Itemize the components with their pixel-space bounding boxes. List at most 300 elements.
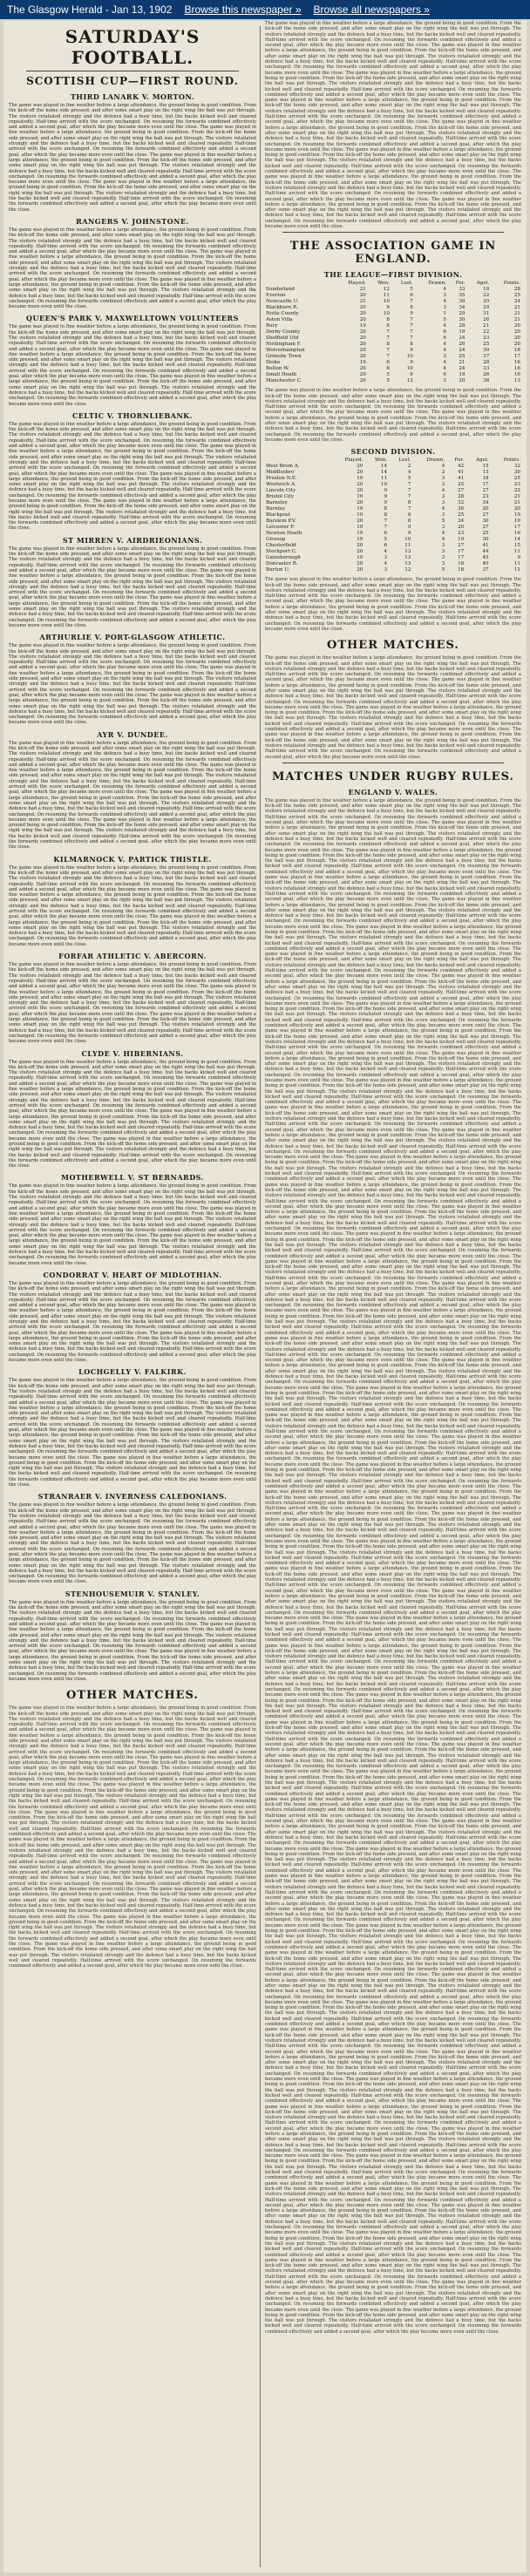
table-cell: Wolverhampton [266,348,305,354]
table-cell: Nottingham F. [266,342,302,348]
table-cell: 36 [483,378,490,384]
table-cell: 37 [482,567,489,573]
match-report: The game was played in fine weather before a large attendance, the ground being in good condition. From the kick-off the home side pressed, and after some smart play on the right wing the ball was put through. The visitors retaliated strongly and the defence had a busy time, but the backs kicked well and cleared repeatedly. Half-time arrived with the score unchanged. On resuming the forwards combined effectively and added a second goal, after which the play became more even until the close. The game was played in fine weather before a large attendance, the ground being in good condition. From the kick-off the home side pressed, and after some smart play on the right wing the ball was put through. The visitors retaliated strongly and the defence had a busy time, but the backs kicked well and cleared repeatedly. Half-time arrived with the score unchanged. On resuming the forwards combined effectively and added a second goal, after which the play became more even until the close. The game was played in fine weather before a large attendance, the ground being in good condition. From the kick-off the home side pressed, and after some smart play on the right wing the ball was put through. The visitors retaliated strongly and the defence had a busy time, but the backs kicked well and cleared repeatedly. Half-time arrived with the score unchanged. On resuming the forwards combined effectively and added a second goal, after which the play became more even until the close. The game was played in fine weather before a large attendance, the ground being in good condition. From the kick-off the home side pressed, and after some smart play on the right wing the ball was put through. The visitors retaliated strongly and the defence had a busy time, but the backs kicked well and cleared repeatedly. Half-time arrived with the score unchanged. On resuming the forwards combined effectively and added a second goal, after which the play became more even until the close. [9,740,256,851]
table-cell: 20 [357,482,364,488]
table-row [265,494,521,500]
table-cell: 9 [384,488,388,494]
table-cell: 10 [406,366,413,372]
table-cell: 27 [458,488,465,494]
table-cell: 26 [483,317,490,323]
table-cell: 26 [458,506,465,512]
newspaper-page [3,21,527,2573]
table-cell: 7 [384,525,388,531]
table-cell: 42 [458,464,465,470]
table-cell: 3 [441,482,445,488]
table-cell: 25 [482,531,489,537]
table-cell: 35 [459,293,465,299]
match-report: The game was played in fine weather before a large attendance, the ground being in good condition. From the kick-off the home side pressed, and after some smart play on the right wing the ball was put through. The visitors retaliated strongly and the defence had a busy time, but the backs kicked well and cleared repeatedly. Half-time arrived with the score unchanged. On resuming the forwards combined effectively and added a second goal, after which the play became more even until the close. The game was played in fine weather before a large attendance, the ground being in good condition. From the kick-off the home side pressed, and after some smart play on the right wing the ball was put through. The visitors retaliated strongly and the defence had a busy time, but the backs kicked well and cleared repeatedly. Half-time arrived with the score unchanged. On resuming the forwards combined effectively and added a second goal, after which the play became more even until the close. The game was played in fine weather before a large attendance, the ground being in good condition. From the kick-off the home side pressed, and after some smart play on the right wing the ball was put through. The visitors retaliated strongly and the defence had a busy time, but the backs kicked well and cleared repeatedly. Half-time arrived with the score unchanged. On resuming the forwards combined effectively and added a second goal, after which the play became more even until the close. [9,1502,256,1585]
page-title: SATURDAY'S FOOTBALL. [65,26,200,68]
publication-title: The Glasgow Herald - Jan 13, 1902 [7,3,173,16]
table-cell: 3 [441,549,445,555]
table-cell: 14 [380,464,388,470]
table-cell: 25 [458,482,465,488]
table-cell: 4 [441,464,445,470]
table-cell: 9 [384,494,388,500]
table-cell: 20 [359,366,366,372]
table-cell: 6 [386,366,390,372]
table-row [265,464,521,470]
table-cell: Blackpool [266,512,290,519]
table-cell: 23 [513,482,520,488]
table-cell: 20 [359,336,366,342]
table-cell: 19 [359,360,366,366]
table-cell: Newcastle U. [266,299,299,305]
table-cell: 17 [482,482,489,488]
table-cell: Preston N.E. [266,476,297,482]
table-cell: 3 [441,561,445,567]
match-heading: LOCHGELLY V. FALKIRK. [78,1367,187,1377]
table-cell: 4 [384,549,388,555]
table-cell: 1 [443,311,446,317]
table-cell: 20 [357,561,364,567]
table-cell: 19 [357,476,364,482]
rugby-report: The game was played in fine weather before a large attendance, the ground being in good condition. From the kick-off the home side pressed, and after some smart play on the right wing the ball was put through. The visitors retaliated strongly and the defence had a busy time, but the backs kicked well and cleared repeatedly. Half-time arrived with the score unchanged. On resuming the forwards combined effectively and added a second goal, after which the play became more even until the close. The game was played in fine weather before a large attendance, the ground being in good condition. From the kick-off the home side pressed, and after some smart play on the right wing the ball was put through. The visitors retaliated strongly and the defence had a busy time, but the backs kicked well and cleared repeatedly. Half-time arrived with the score unchanged. On resuming the forwards combined effectively and added a second goal, after which the play became more even until the close. The game was played in fine weather before a large attendance, the ground being in good condition. From the kick-off the home side pressed, and after some smart play on the right wing the ball was put through. The visitors retaliated strongly and the defence had a busy time, but the backs kicked well and cleared repeatedly. Half-time arrived with the score unchanged. On resuming the forwards combined effectively and added a second goal, after which the play became more even until the close. The game was played in fine weather before a large attendance, the ground being in good condition. From the kick-off the home side pressed, and after some smart play on the right wing the ball was put through. The visitors retaliated strongly and the defence had a busy time, but the backs kicked well and cleared repeatedly. Half-time arrived with the score unchanged. On resuming the forwards combined effectively and added a second goal, after which the play became more even until the close. The game was played in fine weather before a large attendance, the ground being in good condition. From the kick-off the home side pressed, and after some smart play on the right wing the ball was put through. The visitors retaliated strongly and the defence had a busy time, but the backs kicked well and cleared repeatedly. Half-time arrived with the score unchanged. On resuming the forwards combined effectively and added a second goal, after which the play became more even until the close. The game was played in fine weather before a large attendance, the ground being in good condition. From the kick-off the home side pressed, and after some smart play on the right wing the ball was put through. The visitors retaliated strongly and the defence had a busy time, but the backs kicked well and cleared repeatedly. Half-time arrived with the score unchanged. On resuming the forwards combined effectively and added a second goal, after which the play became more even until the close. The game was played in fine weather before a large attendance, the ground being in good condition. From the kick-off the home side pressed, and after some smart play on the right wing the ball was put through. The visitors retaliated strongly and the defence had a busy time, but the backs kicked well and cleared repeatedly. Half-time arrived with the score unchanged. On resuming the forwards combined effectively and added a second goal, after which the play became more even until the close. The game was played in fine weather before a large attendance, the ground being in good condition. From the kick-off the home side pressed, and after some smart play on the right wing the ball was put through. The visitors retaliated strongly and the defence had a busy time, but the backs kicked well and cleared repeatedly. Half-time arrived with the score unchanged. On resuming the forwards combined effectively and added a second goal, after which the play became more even until the close. The game was played in fine weather before a large attendance, the ground being in good condition. From the kick-off the home side pressed, and after some smart play on the right wing the ball was put through. The visitors retaliated strongly and the defence had a busy time, but the backs kicked well and cleared repeatedly. Half-time arrived with the score unchanged. On resuming the forwards combined effectively and added a second goal, after which the play became more even until the close. The game was played in fine weather before a large attendance, the ground being in good condition. From the kick-off the home side pressed, and after some smart play on the right wing the ball was put through. The visitors retaliated strongly and the defence had a busy time, but the backs kicked well and cleared repeatedly. Half-time arrived with the score unchanged. On resuming the forwards combined effectively and added a second goal, after which the play became more even until the close. The game was played in fine weather before a large attendance, the ground being in good condition. From the kick-off the home side pressed, and after some smart play on the right wing the ball was put through. The visitors retaliated strongly and the defence had a busy time, but the backs kicked well and cleared repeatedly. Half-time arrived with the score unchanged. On resuming the forwards combined effectively and added a second goal, after which the play became more even until the close. The game was played in fine weather before a large attendance, the ground being in good condition. From the kick-off the home side pressed, and after some smart play on the right wing the ball was put through. The visitors retaliated strongly and the defence had a busy time, but the backs kicked well and cleared repeatedly. Half-time arrived with the score unchanged. On resuming the forwards combined effectively and added a second goal, after which the play became more even until the close. The game was played in fine weather before a large attendance, the ground being in good condition. From the kick-off the home side pressed, and after some smart play on the right wing the ball was put through. The visitors retaliated strongly and the defence had a busy time, but the backs kicked well and cleared repeatedly. Half-time arrived with the score unchanged. On resuming the forwards combined effectively and added a second goal, after which the play became more even until the close. The game was played in fine weather before a large attendance, the ground being in good condition. From the kick-off the home side pressed, and after some smart play on the right wing the ball was put through. The visitors retaliated strongly and the defence had a busy time, but the backs kicked well and cleared repeatedly. Half-time arrived with the score unchanged. On resuming the forwards combined effectively and added a second goal, after which the play became more even until the close. The game was played in fine weather before a large attendance, the ground being in good condition. From the kick-off the home side pressed, and after some smart play on the right wing the ball was put through. The visitors retaliated strongly and the defence had a busy time, but the backs kicked well and cleared repeatedly. Half-time arrived with the score unchanged. On resuming the forwards combined effectively and added a second goal, after which the play became more even until the close. The game was played in fine weather before a large attendance, the ground being in good condition. From the kick-off the home side pressed, and after some smart play on the right wing the ball was put through. The visitors retaliated strongly and the defence had a busy time, but the backs kicked well and cleared repeatedly. Half-time arrived with the score unchanged. On resuming the forwards combined effectively and added a second goal, after which the play became more even until the close. The game was played in fine weather before a large attendance, the ground being in good condition. From the kick-off the home side pressed, and after some smart play on the right wing the ball was put through. The visitors retaliated strongly and the defence had a busy time, but the backs kicked well and cleared repeatedly. Half-time arrived with the score unchanged. On resuming the forwards combined effectively and added a second goal, after which the play became more even until the close. The game was played in fine weather before a large attendance, the ground being in good condition. From the kick-off the home side pressed, and after some smart play on the right wing the ball was put through. The visitors retaliated strongly and the defence had a busy time, but the backs kicked well and cleared repeatedly. Half-time arrived with the score unchanged. On resuming the forwards combined effectively and added a second goal, after which the play became more even until the close. The game was played in fine weather before a large attendance, the ground being in good condition. From the kick-off the home side pressed, and after some smart play on the right wing the ball was put through. The visitors retaliated strongly and the defence had a busy time, but the backs kicked well and cleared repeatedly. Half-time arrived with the score unchanged. On resuming the forwards combined effectively and added a second goal, after which the play became more even until the close. The game was played in fine weather before a large attendance, the ground being in good condition. From the kick-off the home side pressed, and after some smart play on the right wing the ball was put through. The visitors retaliated strongly and the defence had a busy time, but the backs kicked well and cleared repeatedly. Half-time arrived with the score unchanged. On resuming the forwards combined effectively and added a second goal, after which the play became more even until the close. The game was played in fine weather before a large attendance, the ground being in good condition. From the kick-off the home side pressed, and after some smart play on the right wing the ball was put through. The visitors retaliated strongly and the defence had a busy time, but the backs kicked well and cleared repeatedly. Half-time arrived with the score unchanged. On resuming the forwards combined effectively and added a second goal, after which the play became more even until the close. The game was played in fine weather before a large attendance, the ground being in good condition. From the kick-off the home side pressed, and after some smart play on the right wing the ball was put through. The visitors retaliated strongly and the defence had a busy time, but the backs kicked well and cleared repeatedly. Half-time arrived with the score unchanged. On resuming the forwards combined effectively and added a second goal, after which the play became more even until the close. The game was played in fine weather before a large attendance, the ground being in good condition. From the kick-off the home side pressed, and after some smart play on the right wing the ball was put through. The visitors retaliated strongly and the defence had a busy time, but the backs kicked well and cleared repeatedly. Half-time arrived with the score unchanged. On resuming the forwards combined effectively and added a second goal, after which the play became more even until the close. The game was played in fine weather before a large attendance, the ground being in good condition. From the kick-off the home side pressed, and after some smart play on the right wing the ball was put through. The visitors retaliated strongly and the defence had a busy time, but the backs kicked well and cleared repeatedly. Half-time arrived with the score unchanged. On resuming the forwards combined effectively and added a second goal, after which the play became more even until the close. The game was played in fine weather before a large attendance, the ground being in good condition. From the kick-off the home side pressed, and after some smart play on the right wing the ball was put through. The visitors retaliated strongly and the defence had a busy time, but the backs kicked well and cleared repeatedly. Half-time arrived with the score unchanged. On resuming the forwards combined effectively and added a second goal, after which the play became more even until the close. The game was played in fine weather before a large attendance, the ground being in good condition. From the kick-off the home side pressed, and after some smart play on the right wing the ball was put through. The visitors retaliated strongly and the defence had a busy time, but the backs kicked well and cleared repeatedly. Half-time arrived with the score unchanged. On resuming the forwards combined effectively and added a second goal, after which the play became more even until the close. The game was played in fine weather before a large attendance, the ground being in good condition. From the kick-off the home side pressed, and after some smart play on the right wing the ball was put through. The visitors retaliated strongly and the defence had a busy time, but the backs kicked well and cleared repeatedly. Half-time arrived with the score unchanged. On resuming the forwards combined effectively and added a second goal, after which the play became more even until the close. The game was played in fine weather before a large attendance, the ground being in good condition. From the kick-off the home side pressed, and after some smart play on the right wing the ball was put through. The visitors retaliated strongly and the defence had a busy time, but the backs kicked well and cleared repeatedly. Half-time arrived with the score unchanged. On resuming the forwards combined effectively and added a second goal, after which the play became more even until the close. The game was played in fine weather before a large attendance, the ground being in good condition. From the kick-off the home side pressed, and after some smart play on the right wing the ball was put through. The visitors retaliated strongly and the defence had a busy time, but the backs kicked well and cleared repeatedly. Half-time arrived with the score unchanged. On resuming the forwards combined effectively and added a second goal, after which the play became more even until the close. The game was played in fine weather before a large attendance, the ground being in good condition. From the kick-off the home side pressed, and after some smart play on the right wing the ball was put through. The visitors retaliated strongly and the defence had a busy time, but the backs kicked well and cleared repeatedly. Half-time arrived with the score unchanged. On resuming the forwards combined effectively and added a second goal, after which the play became more even until the close. The game was played in fine weather before a large attendance, the ground being in good condition. From the kick-off the home side pressed, and after some smart play on the right wing the ball was put through. The visitors retaliated strongly and the defence had a busy time, but the backs kicked well and cleared repeatedly. Half-time arrived with the score unchanged. On resuming the forwards combined effectively and added a second goal, after which the play became more even until the close. The game was played in fine weather before a large attendance, the ground being in good condition. From the kick-off the home side pressed, and after some smart play on the right wing the ball was put through. The visitors retaliated strongly and the defence had a busy time, but the backs kicked well and cleared repeatedly. Half-time arrived with the score unchanged. On resuming the forwards combined effectively and added a second goal, after which the play became more even until the close. The game was played in fine weather before a large attendance, the ground being in good condition. From the kick-off the home side pressed, and after some smart play on the right wing the ball was put through. The visitors retaliated strongly and the defence had a busy time, but the backs kicked well and cleared repeatedly. Half-time arrived with the score unchanged. On resuming the forwards combined effectively and added a second goal, after which the play became more even until the close. The game was played in fine weather before a large attendance, the ground being in good condition. From the kick-off the home side pressed, and after some smart play on the right wing the ball was put through. The visitors retaliated strongly and the defence had a busy time, but the backs kicked well and cleared repeatedly. Half-time arrived with the score unchanged. On resuming the forwards combined effectively and added a second goal, after which the play became more even until the close. The game was played in fine weather before a large attendance, the ground being in good condition. From the kick-off the home side pressed, and after some smart play on the right wing the ball was put through. The visitors retaliated strongly and the defence had a busy time, but the backs kicked well and cleared repeatedly. Half-time arrived with the score unchanged. On resuming the forwards combined effectively and added a second goal, after which the play became more even until the close. The game was played in fine weather before a large attendance, the ground being in good condition. From the kick-off the home side pressed, and after some smart play on the right wing the ball was put through. The visitors retaliated strongly and the defence had a busy time, but the backs kicked well and cleared repeatedly. Half-time arrived with the score unchanged. On resuming the forwards combined effectively and added a second goal, after which the play became more even until the close. The game was played in fine weather before a large attendance, the ground being in good condition. From the kick-off the home side pressed, and after some smart play on the right wing the ball was put through. The visitors retaliated strongly and the defence had a busy time, but the backs kicked well and cleared repeatedly. Half-time arrived with the score unchanged. On resuming the forwards combined effectively and added a second goal, after which the play became more even until the close. The game was played in fine weather before a large attendance, the ground being in good condition. From the kick-off the home side pressed, and after some smart play on the right wing the ball was put through. The visitors retaliated strongly and the defence had a busy time, but the backs kicked well and cleared repeatedly. Half-time arrived with the score unchanged. On resuming the forwards combined effectively and added a second goal, after which the play became more even until the close. The game was played in fine weather before a large attendance, the ground being in good condition. From the kick-off the home side pressed, and after some smart play on the right wing the ball was put through. The visitors retaliated strongly and the defence had a busy time, but the backs kicked well and cleared repeatedly. Half-time arrived with the score unchanged. On resuming the forwards combined effectively and added a second goal, after which the play became more even until the close. The game was played in fine weather before a large attendance, the ground being in good condition. From the kick-off the home side pressed, and after some smart play on the right wing the ball was put through. The visitors retaliated strongly and the defence had a busy time, but the backs kicked well and cleared repeatedly. Half-time arrived with the score unchanged. On resuming the forwards combined effectively and added a second goal, after which the play became more even until the close. The game was played in fine weather before a large attendance, the ground being in good condition. From the kick-off the home side pressed, and after some smart play on the right wing the ball was put through. The visitors retaliated strongly and the defence had a busy time, but the backs kicked well and cleared repeatedly. Half-time arrived with the score unchanged. On resuming the forwards combined effectively and added a second goal, after which the play became more even until the close. The game was played in fine weather before a large attendance, the ground being in good condition. From the kick-off the home side pressed, and after some smart play on the right wing the ball was put through. The visitors retaliated strongly and the defence had a busy time, but the backs kicked well and cleared repeatedly. Half-time arrived with the score unchanged. On resuming the forwards combined effectively and added a second goal, after which the play became more even until the close. The game was played in fine weather before a large attendance, the ground being in good condition. From the kick-off the home side pressed, and after some smart play on the right wing the ball was put through. The visitors retaliated strongly and the defence had a busy time, but the backs kicked well and cleared repeatedly. Half-time arrived with the score unchanged. On resuming the forwards combined effectively and added a second goal, after which the play became more even until the close. The game was played in fine weather before a large attendance, the ground being in good condition. From the kick-off the home side pressed, and after some smart play on the right wing the ball was put through. The visitors retaliated strongly and the defence had a busy time, but the backs kicked well and cleared repeatedly. Half-time arrived with the score unchanged. On resuming the forwards combined effectively and added a second goal, after which the play became more even until the close. The game was played in fine weather before a large attendance, the ground being in good condition. From the kick-off the home side pressed, and after some smart play on the right wing the ball was put through. The visitors retaliated strongly and the defence had a busy time, but the backs kicked well and cleared repeatedly. Half-time arrived with the score unchanged. On resuming the forwards combined effectively and added a second goal, after which the play became more even until the close. The game was played in fine weather before a large attendance, the ground being in good condition. From the kick-off the home side pressed, and after some smart play on the right wing the ball was put through. The visitors retaliated strongly and the defence had a busy time, but the backs kicked well and cleared repeatedly. Half-time arrived with the score unchanged. On resuming the forwards combined effectively and added a second goal, after which the play became more even until the close. The game was played in fine weather before a large attendance, the ground being in good condition. From the kick-off the home side pressed, and after some smart play on the right wing the ball was put through. The visitors retaliated strongly and the defence had a busy time, but the backs kicked well and cleared repeatedly. Half-time arrived with the score unchanged. On resuming the forwards combined effectively and added a second goal, after which the play became more even until the close. The game was played in fine weather before a large attendance, the ground being in good condition. From the kick-off the home side pressed, and after some smart play on the right wing the ball was put through. The visitors retaliated strongly and the defence had a busy time, but the backs kicked well and cleared repeatedly. Half-time arrived with the score unchanged. On resuming the forwards combined effectively and added a second goal, after which the play became more even until the close. The game was played in fine weather before a large attendance, the ground being in good condition. From the kick-off the home side pressed, and after some smart play on the right wing the ball was put through. The visitors retaliated strongly and the defence had a busy time, but the backs kicked well and cleared repeatedly. Half-time arrived with the score unchanged. On resuming the forwards combined effectively and added a second goal, after which the play became more even until the close. The game was played in fine weather before a large attendance, the ground being in good condition. From the kick-off the home side pressed, and after some smart play on the right wing the ball was put through. The visitors retaliated strongly and the defence had a busy time, but the backs kicked well and cleared repeatedly. Half-time arrived with the score unchanged. On resuming the forwards combined effectively and added a second goal, after which the play became more even until the close. The game was played in fine weather before a large attendance, the ground being in good condition. From the kick-off the home side pressed, and after some smart play on the right wing the ball was put through. The visitors retaliated strongly and the defence had a busy time, but the backs kicked well and cleared repeatedly. Half-time arrived with the score unchanged. On resuming the forwards combined effectively and added a second goal, after which the play became more even until the close. The game was played in fine weather before a large attendance, the ground being in good condition. From the kick-off the home side pressed, and after some smart play on the right wing the ball was put through. The visitors retaliated strongly and the defence had a busy time, but the backs kicked well and cleared repeatedly. Half-time arrived with the score unchanged. On resuming the forwards combined effectively and added a second goal, after which the play became more even until the close. The game was played in fine weather before a large attendance, the ground being in good condition. From the kick-off the home side pressed, and after some smart play on the right wing the ball was put through. The visitors retaliated strongly and the defence had a busy time, but the backs kicked well and cleared repeatedly. Half-time arrived with the score unchanged. On resuming the forwards combined effectively and added a second goal, after which the play became more even until the close. The game was played in fine weather before a large attendance, the ground being in good condition. From the kick-off the home side pressed, and after some smart play on the right wing the ball was put through. The visitors retaliated strongly and the defence had a busy time, but the backs kicked well and cleared repeatedly. Half-time arrived with the score unchanged. On resuming the forwards combined effectively and added a second goal, after which the play became more even until the close. The game was played in fine weather before a large attendance, the ground being in good condition. From the kick-off the home side pressed, and after some smart play on the right wing the ball was put through. The visitors retaliated strongly and the defence had a busy time, but the backs kicked well and cleared repeatedly. Half-time arrived with the score unchanged. On resuming the forwards combined effectively and added a second goal, after which the play became more even until the close. The game was played in fine weather before a large attendance, the ground being in good condition. From the kick-off the home side pressed, and after some smart play on the right wing the ball was put through. The visitors retaliated strongly and the defence had a busy time, but the backs kicked well and cleared repeatedly. Half-time arrived with the score unchanged. On resuming the forwards combined effectively and added a second goal, after which the play became more even until the close. The game was played in fine weather before a large attendance, the ground being in good condition. From the kick-off the home side pressed, and after some smart play on the right wing the ball was put through. The visitors retaliated strongly and the defence had a busy time, but the backs kicked well and cleared repeatedly. Half-time arrived with the score unchanged. On resuming the forwards combined effectively and added a second goal, after which the play became more even until the close. The game was played in fine weather before a large attendance, the ground being in good condition. From the kick-off the home side pressed, and after some smart play on the right wing the ball was put through. The visitors retaliated strongly and the defence had a busy time, but the backs kicked well and cleared repeatedly. Half-time arrived with the score unchanged. On resuming the forwards combined effectively and added a second goal, after which the play became more even until the close. The game was played in fine weather before a large attendance, the ground being in good condition. From the kick-off the home side pressed, and after some smart play on the right wing the ball was put through. The visitors retaliated strongly and the defence had a busy time, but the backs kicked well and cleared repeatedly. Half-time arrived with the score unchanged. On resuming the forwards combined effectively and added a second goal, after which the play became more even until the close. The game was played in fine weather before a large attendance, the ground being in good condition. From the kick-off the home side pressed, and after some smart play on the right wing the ball was put through. The visitors retaliated strongly and the defence had a busy time, but the backs kicked well and cleared repeatedly. Half-time arrived with the score unchanged. On resuming the forwards combined effectively and added a second goal, after which the play became more even until the close. [265,797,521,2335]
table-cell: 3 [443,378,446,384]
table-cell: West Brom A. [266,464,300,470]
table-cell: 19 [357,531,364,537]
table-cell: 17 [513,354,520,360]
table-cell: 8 [407,519,411,525]
table-cell: 9 [410,372,413,378]
table-cell: 17 [513,525,520,531]
table-cell: 4 [443,299,446,305]
table-cell: 11 [513,567,520,573]
table-cell: 12 [383,287,390,293]
table-cell: 19 [459,329,465,336]
table-cell: 7 [410,299,413,305]
table-cell: 8 [407,500,411,506]
table-cell: 3 [441,500,445,506]
table-cell: 8 [386,323,390,329]
first-division-results: The game was played in fine weather before a large attendance, the ground being in good condition. From the kick-off the home side pressed, and after some smart play on the right wing the ball was put through. The visitors retaliated strongly and the defence had a busy time, but the backs kicked well and cleared repeatedly. Half-time arrived with the score unchanged. On resuming the forwards combined effectively and added a second goal, after which the play became more even until the close. The game was played in fine weather before a large attendance, the ground being in good condition. From the kick-off the home side pressed, and after some smart play on the right wing the ball was put through. The visitors retaliated strongly and the defence had a busy time, but the backs kicked well and cleared repeatedly. Half-time arrived with the score unchanged. On resuming the forwards combined effectively and added a second goal, after which the play became more even until the close. [265,388,521,443]
table-cell: 20 [357,519,364,525]
table-cell: 20 [357,470,364,476]
table-row [265,348,521,354]
table-cell: 16 [513,372,520,378]
table-cell: 26 [459,342,465,348]
table-row [265,500,521,506]
table-cell: 27 [482,512,489,519]
table-cell: 4 [443,323,446,329]
match-heading: CONDORRAT V. HEART OF MIDLOTHIAN. [43,1270,222,1279]
other-matches-results: The game was played in fine weather before a large attendance, the ground being in good condition. From the kick-off the home side pressed, and after some smart play on the right wing the ball was put through. The visitors retaliated strongly and the defence had a busy time, but the backs kicked well and cleared repeatedly. Half-time arrived with the score unchanged. On resuming the forwards combined effectively and added a second goal, after which the play became more even until the close. The game was played in fine weather before a large attendance, the ground being in good condition. From the kick-off the home side pressed, and after some smart play on the right wing the ball was put through. The visitors retaliated strongly and the defence had a busy time, but the backs kicked well and cleared repeatedly. Half-time arrived with the score unchanged. On resuming the forwards combined effectively and added a second goal, after which the play became more even until the close. The game was played in fine weather before a large attendance, the ground being in good condition. From the kick-off the home side pressed, and after some smart play on the right wing the ball was put through. The visitors retaliated strongly and the defence had a busy time, but the backs kicked well and cleared repeatedly. Half-time arrived with the score unchanged. On resuming the forwards combined effectively and added a second goal, after which the play became more even until the close. The game was played in fine weather before a large attendance, the ground being in good condition. From the kick-off the home side pressed, and after some smart play on the right wing the ball was put through. The visitors retaliated strongly and the defence had a busy time, but the backs kicked well and cleared repeatedly. Half-time arrived with the score unchanged. On resuming the forwards combined effectively and added a second goal, after which the play became more even until the close. [265,655,521,760]
second-division-heading: SECOND DIVISION. [350,447,436,457]
table-row [265,323,521,329]
column-header: For. [454,458,465,464]
table-cell: 19 [458,537,465,543]
table-cell: 5 [441,519,445,525]
table-cell: 20 [357,567,364,573]
table-cell: 13 [404,555,411,561]
table-cell: 16 [513,366,520,372]
table-cell: 20 [458,525,465,531]
table-cell: 20 [359,311,366,317]
table-cell: 7 [386,329,390,336]
table-cell: 20 [357,549,364,555]
table-cell: 21 [459,360,465,366]
table-cell: 33 [459,287,465,293]
table-cell: 9 [410,348,413,354]
table-cell: 4 [443,360,446,366]
table-cell: 41 [482,543,489,549]
table-cell: 3 [441,512,445,519]
table-cell: 24 [513,299,520,305]
table-cell: 20 [359,342,366,348]
table-cell: 41 [458,476,465,482]
table-cell: Lincoln City [266,488,296,494]
table-cell: 16 [513,531,520,537]
table-row [265,287,521,293]
table-cell: 32 [458,500,465,506]
browse-all-newspapers-link[interactable]: Browse all newspapers » [313,3,430,16]
table-cell: 3 [441,555,445,561]
match-heading: ST MIRREN V. AIRDRIEONIANS. [62,535,203,545]
table-cell: 34 [482,500,489,506]
match-report: The game was played in fine weather before a large attendance, the ground being in good condition. From the kick-off the home side pressed, and after some smart play on the right wing the ball was put through. The visitors retaliated strongly and the defence had a busy time, but the backs kicked well and cleared repeatedly. Half-time arrived with the score unchanged. On resuming the forwards combined effectively and added a second goal, after which the play became more even until the close. The game was played in fine weather before a large attendance, the ground being in good condition. From the kick-off the home side pressed, and after some smart play on the right wing the ball was put through. The visitors retaliated strongly and the defence had a busy time, but the backs kicked well and cleared repeatedly. Half-time arrived with the score unchanged. On resuming the forwards combined effectively and added a second goal, after which the play became more even until the close. The game was played in fine weather before a large attendance, the ground being in good condition. From the kick-off the home side pressed, and after some smart play on the right wing the ball was put through. The visitors retaliated strongly and the defence had a busy time, but the backs kicked well and cleared repeatedly. Half-time arrived with the score unchanged. On resuming the forwards combined effectively and added a second goal, after which the play became more even until the close. [9,1599,256,1682]
other-matches-text: The game was played in fine weather before a large attendance, the ground being in good condition. From the kick-off the home side pressed, and after some smart play on the right wing the ball was put through. The visitors retaliated strongly and the defence had a busy time, but the backs kicked well and cleared repeatedly. Half-time arrived with the score unchanged. On resuming the forwards combined effectively and added a second goal, after which the play became more even until the close. The game was played in fine weather before a large attendance, the ground being in good condition. From the kick-off the home side pressed, and after some smart play on the right wing the ball was put through. The visitors retaliated strongly and the defence had a busy time, but the backs kicked well and cleared repeatedly. Half-time arrived with the score unchanged. On resuming the forwards combined effectively and added a second goal, after which the play became more even until the close. The game was played in fine weather before a large attendance, the ground being in good condition. From the kick-off the home side pressed, and after some smart play on the right wing the ball was put through. The visitors retaliated strongly and the defence had a busy time, but the backs kicked well and cleared repeatedly. Half-time arrived with the score unchanged. On resuming the forwards combined effectively and added a second goal, after which the play became more even until the close. The game was played in fine weather before a large attendance, the ground being in good condition. From the kick-off the home side pressed, and after some smart play on the right wing the ball was put through. The visitors retaliated strongly and the defence had a busy time, but the backs kicked well and cleared repeatedly. Half-time arrived with the score unchanged. On resuming the forwards combined effectively and added a second goal, after which the play became more even until the close. The game was played in fine weather before a large attendance, the ground being in good condition. From the kick-off the home side pressed, and after some smart play on the right wing the ball was put through. The visitors retaliated strongly and the defence had a busy time, but the backs kicked well and cleared repeatedly. Half-time arrived with the score unchanged. On resuming the forwards combined effectively and added a second goal, after which the play became more even until the close. The game was played in fine weather before a large attendance, the ground being in good condition. From the kick-off the home side pressed, and after some smart play on the right wing the ball was put through. The visitors retaliated strongly and the defence had a busy time, but the backs kicked well and cleared repeatedly. Half-time arrived with the score unchanged. On resuming the forwards combined effectively and added a second goal, after which the play became more even until the close. The game was played in fine weather before a large attendance, the ground being in good condition. From the kick-off the home side pressed, and after some smart play on the right wing the ball was put through. The visitors retaliated strongly and the defence had a busy time, but the backs kicked well and cleared repeatedly. Half-time arrived with the score unchanged. On resuming the forwards combined effectively and added a second goal, after which the play became more even until the close. The game was played in fine weather before a large attendance, the ground being in good condition. From the kick-off the home side pressed, and after some smart play on the right wing the ball was put through. The visitors retaliated strongly and the defence had a busy time, but the backs kicked well and cleared repeatedly. Half-time arrived with the score unchanged. On resuming the forwards combined effectively and added a second goal, after which the play became more even until the close. The game was played in fine weather before a large attendance, the ground being in good condition. From the kick-off the home side pressed, and after some smart play on the right wing the ball was put through. The visitors retaliated strongly and the defence had a busy time, but the backs kicked well and cleared repeatedly. Half-time arrived with the score unchanged. On resuming the forwards combined effectively and added a second goal, after which the play became more even until the close. The game was played in fine weather before a large attendance, the ground being in good condition. From the kick-off the home side pressed, and after some smart play on the right wing the ball was put through. The visitors retaliated strongly and the defence had a busy time, but the backs kicked well and cleared repeatedly. Half-time arrived with the score unchanged. On resuming the forwards combined effectively and added a second goal, after which the play became more even until the close. [9,1705,256,1969]
rugby-subheading: ENGLAND V. WALES. [348,787,438,797]
table-row [265,519,521,525]
table-cell: 13 [404,549,411,555]
match-report: The game was played in fine weather before a large attendance, the ground being in good condition. From the kick-off the home side pressed, and after some smart play on the right wing the ball was put through. The visitors retaliated strongly and the defence had a busy time, but the backs kicked well and cleared repeatedly. Half-time arrived with the score unchanged. On resuming the forwards combined effectively and added a second goal, after which the play became more even until the close. The game was played in fine weather before a large attendance, the ground being in good condition. From the kick-off the home side pressed, and after some smart play on the right wing the ball was put through. The visitors retaliated strongly and the defence had a busy time, but the backs kicked well and cleared repeatedly. Half-time arrived with the score unchanged. On resuming the forwards combined effectively and added a second goal, after which the play became more even until the close. The game was played in fine weather before a large attendance, the ground being in good condition. From the kick-off the home side pressed, and after some smart play on the right wing the ball was put through. The visitors retaliated strongly and the defence had a busy time, but the backs kicked well and cleared repeatedly. Half-time arrived with the score unchanged. On resuming the forwards combined effectively and added a second goal, after which the play became more even until the close. [9,227,256,310]
table-cell: 8 [386,342,390,348]
table-cell: 20 [357,500,364,506]
table-cell: Sheffield Utd [266,336,299,342]
table-row [265,488,521,494]
table-cell: 7 [410,317,413,323]
table-row [265,525,521,531]
table-cell: 6 [384,543,388,549]
match-heading: CLYDE V. HIBERNIANS. [81,1048,184,1058]
column-header: For. [455,281,465,287]
table-row [265,311,521,317]
match-reports [9,92,256,1682]
table-cell: 13 [513,378,520,384]
table-cell: 8 [410,342,413,348]
column-header: Lost. [400,281,413,287]
table-cell: 6 [443,336,446,342]
table-cell: 20 [359,293,366,299]
table-cell: 21 [513,311,520,317]
table-cell: 20 [359,354,366,360]
table-cell: Stockport C. [266,549,297,555]
table-cell: 10 [383,311,390,317]
table-cell: 20 [513,506,520,512]
table-row [265,336,521,342]
table-cell: 19 [357,494,364,500]
table-cell: 9 [407,531,411,537]
table-cell: 33 [483,366,490,372]
table-cell: 9 [410,360,413,366]
table-cell: 20 [513,342,520,348]
table-row [265,372,521,378]
table-cell: 41 [458,470,465,476]
table-cell: 4 [407,470,411,476]
table-row [265,329,521,336]
match-heading: ARTHURLIE V. PORT-GLASGOW ATHLETIC. [39,633,226,642]
table-cell: 6 [443,372,446,378]
table-cell: 20 [359,317,366,323]
table-row [265,512,521,519]
match-heading: MOTHERWELL V. ST BERNARDS. [61,1173,204,1183]
table-cell: 27 [482,525,489,531]
other-matches-heading-right: OTHER MATCHES. [327,639,459,653]
table-cell: 14 [513,537,520,543]
table-row [265,561,521,567]
table-cell: Leicester F. [266,525,295,531]
table-cell: 3 [441,543,445,549]
table-cell: 13 [482,470,489,476]
match-report: The game was played in fine weather before a large attendance, the ground being in good condition. From the kick-off the home side pressed, and after some smart play on the right wing the ball was put through. The visitors retaliated strongly and the defence had a busy time, but the backs kicked well and cleared repeatedly. Half-time arrived with the score unchanged. On resuming the forwards combined effectively and added a second goal, after which the play became more even until the close. The game was played in fine weather before a large attendance, the ground being in good condition. From the kick-off the home side pressed, and after some smart play on the right wing the ball was put through. The visitors retaliated strongly and the defence had a busy time, but the backs kicked well and cleared repeatedly. Half-time arrived with the score unchanged. On resuming the forwards combined effectively and added a second goal, after which the play became more even until the close. The game was played in fine weather before a large attendance, the ground being in good condition. From the kick-off the home side pressed, and after some smart play on the right wing the ball was put through. The visitors retaliated strongly and the defence had a busy time, but the backs kicked well and cleared repeatedly. Half-time arrived with the score unchanged. On resuming the forwards combined effectively and added a second goal, after which the play became more even until the close. [9,1280,256,1364]
first-division-table [265,281,521,384]
table-cell: 5 [407,476,411,482]
column-header: Agst. [476,458,489,464]
table-cell: 21 [359,287,366,293]
table-cell: 23 [458,531,465,537]
table-cell: Burslem P.V. [266,519,296,525]
match-heading: KILMARNOCK V. PARTICK THISTLE. [53,854,212,864]
table-cell: 6 [386,360,390,366]
table-cell: 21 [513,494,520,500]
match-heading: THIRD LANARK V. MORTON. [70,92,195,101]
table-cell: 8 [410,305,413,311]
table-cell: 20 [513,323,520,329]
table-cell: 22 [513,488,520,494]
table-cell: 3 [443,305,446,311]
match-report: The game was played in fine weather before a large attendance, the ground being in good condition. From the kick-off the home side pressed, and after some smart play on the right wing the ball was put through. The visitors retaliated strongly and the defence had a busy time, but the backs kicked well and cleared repeatedly. Half-time arrived with the score unchanged. On resuming the forwards combined effectively and added a second goal, after which the play became more even until the close. The game was played in fine weather before a large attendance, the ground being in good condition. From the kick-off the home side pressed, and after some smart play on the right wing the ball was put through. The visitors retaliated strongly and the defence had a busy time, but the backs kicked well and cleared repeatedly. Half-time arrived with the score unchanged. On resuming the forwards combined effectively and added a second goal, after which the play became more even until the close. The game was played in fine weather before a large attendance, the ground being in good condition. From the kick-off the home side pressed, and after some smart play on the right wing the ball was put through. The visitors retaliated strongly and the defence had a busy time, but the backs kicked well and cleared repeatedly. Half-time arrived with the score unchanged. On resuming the forwards combined effectively and added a second goal, after which the play became more even until the close. [9,1183,256,1266]
table-cell: 20 [513,329,520,336]
table-cell: 32 [513,464,520,470]
table-cell: 30 [459,317,465,323]
table-cell: 7 [407,482,411,488]
column-header: Played. [348,281,366,287]
table-cell: 6 [443,329,446,336]
table-cell: 5 [384,537,388,543]
match-report: The game was played in fine weather before a large attendance, the ground being in good condition. From the kick-off the home side pressed, and after some smart play on the right wing the ball was put through. The visitors retaliated strongly and the defence had a busy time, but the backs kicked well and cleared repeatedly. Half-time arrived with the score unchanged. On resuming the forwards combined effectively and added a second goal, after which the play became more even until the close. The game was played in fine weather before a large attendance, the ground being in good condition. From the kick-off the home side pressed, and after some smart play on the right wing the ball was put through. The visitors retaliated strongly and the defence had a busy time, but the backs kicked well and cleared repeatedly. Half-time arrived with the score unchanged. On resuming the forwards combined effectively and added a second goal, after which the play became more even until the close. The game was played in fine weather before a large attendance, the ground being in good condition. From the kick-off the home side pressed, and after some smart play on the right wing the ball was put through. The visitors retaliated strongly and the defence had a busy time, but the backs kicked well and cleared repeatedly. Half-time arrived with the score unchanged. On resuming the forwards combined effectively and added a second goal, after which the play became more even until the close. The game was played in fine weather before a large attendance, the ground being in good condition. From the kick-off the home side pressed, and after some smart play on the right wing the ball was put through. The visitors retaliated strongly and the defence had a busy time, but the backs kicked well and cleared repeatedly. Half-time arrived with the score unchanged. On resuming the forwards combined effectively and added a second goal, after which the play became more even until the close. [9,103,256,213]
table-row [265,506,521,512]
table-cell: 17 [458,555,465,561]
match-report: The game was played in fine weather before a large attendance, the ground being in good condition. From the kick-off the home side pressed, and after some smart play on the right wing the ball was put through. The visitors retaliated strongly and the defence had a busy time, but the backs kicked well and cleared repeatedly. Half-time arrived with the score unchanged. On resuming the forwards combined effectively and added a second goal, after which the play became more even until the close. The game was played in fine weather before a large attendance, the ground being in good condition. From the kick-off the home side pressed, and after some smart play on the right wing the ball was put through. The visitors retaliated strongly and the defence had a busy time, but the backs kicked well and cleared repeatedly. Half-time arrived with the score unchanged. On resuming the forwards combined effectively and added a second goal, after which the play became more even until the close. The game was played in fine weather before a large attendance, the ground being in good condition. From the kick-off the home side pressed, and after some smart play on the right wing the ball was put through. The visitors retaliated strongly and the defence had a busy time, but the backs kicked well and cleared repeatedly. Half-time arrived with the score unchanged. On resuming the forwards combined effectively and added a second goal, after which the play became more even until the close. [9,864,256,947]
table-cell: 9 [384,500,388,506]
table-cell: Everton [266,293,286,299]
table-cell: Newton Heath [266,531,302,537]
table-cell: 7 [386,354,390,360]
column-header: Agst. [476,281,490,287]
table-cell: 7 [410,336,413,342]
table-cell: 19 [357,555,364,561]
table-cell: Bury [266,323,278,329]
table-cell: 8 [407,512,411,519]
table-cell: 31 [483,311,490,317]
table-cell: 30 [459,299,465,305]
table-cell: 24 [458,519,465,525]
table-cell: 5 [443,317,446,323]
table-cell: 20 [359,329,366,336]
table-cell: 20 [459,378,465,384]
table-cell: 7 [407,488,411,494]
table-cell: 20 [359,305,366,311]
table-cell: Sunderland [266,287,295,293]
column-header: Points. [503,458,520,464]
table-cell: 16 [513,360,520,366]
table-row [265,378,521,384]
table-cell: 7 [386,336,390,342]
table-row [265,470,521,476]
table-cell: 30 [483,348,490,354]
table-cell: 20 [357,464,364,470]
table-cell: 19 [359,323,366,329]
table-cell: 20 [483,299,490,305]
table-cell: 13 [404,561,411,567]
table-cell: 28 [513,287,520,293]
table-cell: 4 [441,531,445,537]
table-cell: 29 [459,311,465,317]
table-cell: Barnsley [266,500,288,506]
first-division-heading: THE LEAGUE—FIRST DIVISION. [323,270,463,280]
match-report: The game was played in fine weather before a large attendance, the ground being in good condition. From the kick-off the home side pressed, and after some smart play on the right wing the ball was put through. The visitors retaliated strongly and the defence had a busy time, but the backs kicked well and cleared repeatedly. Half-time arrived with the score unchanged. On resuming the forwards combined effectively and added a second goal, after which the play became more even until the close. The game was played in fine weather before a large attendance, the ground being in good condition. From the kick-off the home side pressed, and after some smart play on the right wing the ball was put through. The visitors retaliated strongly and the defence had a busy time, but the backs kicked well and cleared repeatedly. Half-time arrived with the score unchanged. On resuming the forwards combined effectively and added a second goal, after which the play became more even until the close. The game was played in fine weather before a large attendance, the ground being in good condition. From the kick-off the home side pressed, and after some smart play on the right wing the ball was put through. The visitors retaliated strongly and the defence had a busy time, but the backs kicked well and cleared repeatedly. Half-time arrived with the score unchanged. On resuming the forwards combined effectively and added a second goal, after which the play became more even until the close. [9,546,256,628]
table-cell: 3 [384,567,388,573]
column-divider [260,26,261,2567]
table-cell: 20 [359,378,366,384]
table-cell: 3 [441,494,445,500]
table-cell: 37 [483,354,490,360]
table-cell: 3 [441,476,445,482]
table-cell: 12 [404,567,411,573]
match-heading: CELTIC V. THORNLIEBANK. [71,410,194,420]
table-cell: Burton U. [266,567,290,573]
table-cell: Small Heath [266,372,297,378]
section-subtitle: SCOTTISH CUP—FIRST ROUND. [26,75,239,87]
table-cell: 4 [443,348,446,354]
table-cell: 2 [441,470,445,476]
table-cell: 9 [407,525,411,531]
table-row [265,366,521,372]
match-report: The game was played in fine weather before a large attendance, the ground being in good condition. From the kick-off the home side pressed, and after some smart play on the right wing the ball was put through. The visitors retaliated strongly and the defence had a busy time, but the backs kicked well and cleared repeatedly. Half-time arrived with the score unchanged. On resuming the forwards combined effectively and added a second goal, after which the play became more even until the close. The game was played in fine weather before a large attendance, the ground being in good condition. From the kick-off the home side pressed, and after some smart play on the right wing the ball was put through. The visitors retaliated strongly and the defence had a busy time, but the backs kicked well and cleared repeatedly. Half-time arrived with the score unchanged. On resuming the forwards combined effectively and added a second goal, after which the play became more even until the close. The game was played in fine weather before a large attendance, the ground being in good condition. From the kick-off the home side pressed, and after some smart play on the right wing the ball was put through. The visitors retaliated strongly and the defence had a busy time, but the backs kicked well and cleared repeatedly. Half-time arrived with the score unchanged. On resuming the forwards combined effectively and added a second goal, after which the play became more even until the close. The game was played in fine weather before a large attendance, the ground being in good condition. From the kick-off the home side pressed, and after some smart play on the right wing the ball was put through. The visitors retaliated strongly and the defence had a busy time, but the backs kicked well and cleared repeatedly. Half-time arrived with the score unchanged. On resuming the forwards combined effectively and added a second goal, after which the play became more even until the close. [9,421,256,532]
second-division-results: The game was played in fine weather before a large attendance, the ground being in good condition. From the kick-off the home side pressed, and after some smart play on the right wing the ball was put through. The visitors retaliated strongly and the defence had a busy time, but the backs kicked well and cleared repeatedly. Half-time arrived with the score unchanged. On resuming the forwards combined effectively and added a second goal, after which the play became more even until the close. The game was played in fine weather before a large attendance, the ground being in good condition. From the kick-off the home side pressed, and after some smart play on the right wing the ball was put through. The visitors retaliated strongly and the defence had a busy time, but the backs kicked well and cleared repeatedly. Half-time arrived with the score unchanged. On resuming the forwards combined effectively and added a second goal, after which the play became more even until the close. [265,577,521,632]
right-column [265,21,521,2573]
table-cell: 23 [483,336,490,342]
association-heading: THE ASSOCIATION GAME IN ENGLAND. [289,240,497,267]
table-cell: 5 [410,287,413,293]
match-heading: STENHOUSEMUIR V. STANLEY. [65,1589,200,1598]
table-cell: 19 [357,512,364,519]
browse-newspaper-link[interactable]: Browse this newspaper » [184,3,302,16]
table-cell: 3 [443,354,446,360]
table-cell: 24 [459,348,465,354]
table-cell: 20 [513,336,520,342]
table-cell: 27 [482,488,489,494]
table-cell: 28 [459,323,465,329]
match-report: The game was played in fine weather before a large attendance, the ground being in good condition. From the kick-off the home side pressed, and after some smart play on the right wing the ball was put through. The visitors retaliated strongly and the defence had a busy time, but the backs kicked well and cleared repeatedly. Half-time arrived with the score unchanged. On resuming the forwards combined effectively and added a second goal, after which the play became more even until the close. The game was played in fine weather before a large attendance, the ground being in good condition. From the kick-off the home side pressed, and after some smart play on the right wing the ball was put through. The visitors retaliated strongly and the defence had a busy time, but the backs kicked well and cleared repeatedly. Half-time arrived with the score unchanged. On resuming the forwards combined effectively and added a second goal, after which the play became more even until the close. The game was played in fine weather before a large attendance, the ground being in good condition. From the kick-off the home side pressed, and after some smart play on the right wing the ball was put through. The visitors retaliated strongly and the defence had a busy time, but the backs kicked well and cleared repeatedly. Half-time arrived with the score unchanged. On resuming the forwards combined effectively and added a second goal, after which the play became more even until the close. The game was played in fine weather before a large attendance, the ground being in good condition. From the kick-off the home side pressed, and after some smart play on the right wing the ball was put through. The visitors retaliated strongly and the defence had a busy time, but the backs kicked well and cleared repeatedly. Half-time arrived with the score unchanged. On resuming the forwards combined effectively and added a second goal, after which the play became more even until the close. [9,1059,256,1169]
table-row [265,567,521,573]
table-row [265,293,521,299]
table-cell: 25 [483,342,490,348]
table-cell: 26 [483,372,490,378]
table-cell: 30 [482,537,489,543]
table-cell: 17 [458,549,465,555]
table-cell: 7 [407,506,411,512]
column-header: Drawn. [428,281,446,287]
table-cell: Notts County [266,311,299,317]
table-cell: 11 [404,543,411,549]
second-division-table [265,458,521,573]
match-heading: QUEEN'S PARK V. MAXWELLTOWN VOLUNTEERS [26,314,239,323]
table-cell: 21 [513,317,520,323]
table-cell: Doncaster R. [266,561,298,567]
table-cell: 8 [386,317,390,323]
match-heading: RANGERS V. JOHNSTONE. [76,216,189,226]
table-cell: 45 [482,555,489,561]
table-cell: Woolwich A. [266,482,296,488]
table-cell: 21 [513,305,520,311]
table-cell: 4 [441,537,445,543]
table-cell: Manchester C. [266,378,302,384]
section-rule [282,232,504,233]
table-cell: 25 [513,293,520,299]
left-column [9,21,256,2573]
table-cell: 9 [410,311,413,317]
table-cell: 10 [404,537,411,543]
column-header: Played. [344,458,364,464]
table-cell: 15 [482,464,489,470]
column-header [265,458,330,464]
table-cell: 7 [410,329,413,336]
table-cell: 18 [483,287,490,293]
table-cell: 20 [357,543,364,549]
column-header: Won. [377,281,390,287]
column-header: Points. [503,281,520,287]
table-cell: 14 [380,470,388,476]
table-cell: Glossop [266,537,286,543]
table-cell: 24 [459,336,465,342]
table-row [265,360,521,366]
rugby-heading: MATCHES UNDER RUGBY RULES. [271,769,515,783]
table-cell: 11 [513,561,520,567]
table-cell: 18 [482,476,489,482]
table-cell: 4 [443,342,446,348]
table-cell: Blackburn R. [266,305,298,311]
table-cell: 12 [406,378,413,384]
table-cell: 4 [443,366,446,372]
table-cell: Middlesbro' [266,470,296,476]
browser-toolbar [0,0,530,19]
table-cell: 30 [513,470,520,476]
table-cell: 8 [384,506,388,512]
table-cell: 21 [359,299,366,305]
table-cell: Chesterfield [266,543,296,549]
table-cell: 29 [483,305,490,311]
table-cell: 6 [410,293,413,299]
table-row [265,543,521,549]
column-header [265,281,334,287]
match-heading: FORFAR ATHLETIC V. ABERCORN. [58,952,207,961]
match-report: The game was played in fine weather before a large attendance, the ground being in good condition. From the kick-off the home side pressed, and after some smart play on the right wing the ball was put through. The visitors retaliated strongly and the defence had a busy time, but the backs kicked well and cleared repeatedly. Half-time arrived with the score unchanged. On resuming the forwards combined effectively and added a second goal, after which the play became more even until the close. The game was played in fine weather before a large attendance, the ground being in good condition. From the kick-off the home side pressed, and after some smart play on the right wing the ball was put through. The visitors retaliated strongly and the defence had a busy time, but the backs kicked well and cleared repeatedly. Half-time arrived with the score unchanged. On resuming the forwards combined effectively and added a second goal, after which the play became more even until the close. The game was played in fine weather before a large attendance, the ground being in good condition. From the kick-off the home side pressed, and after some smart play on the right wing the ball was put through. The visitors retaliated strongly and the defence had a busy time, but the backs kicked well and cleared repeatedly. Half-time arrived with the score unchanged. On resuming the forwards combined effectively and added a second goal, after which the play became more even until the close. The game was played in fine weather before a large attendance, the ground being in good condition. From the kick-off the home side pressed, and after some smart play on the right wing the ball was put through. The visitors retaliated strongly and the defence had a busy time, but the backs kicked well and cleared repeatedly. Half-time arrived with the score unchanged. On resuming the forwards combined effectively and added a second goal, after which the play became more even until the close. [9,1378,256,1488]
match-heading: AYR V. DUNDEE. [97,729,168,739]
table-row [265,299,521,305]
table-cell: 19 [459,372,465,378]
table-cell: Grimsby Town [266,354,302,360]
table-cell: 7 [386,348,390,354]
